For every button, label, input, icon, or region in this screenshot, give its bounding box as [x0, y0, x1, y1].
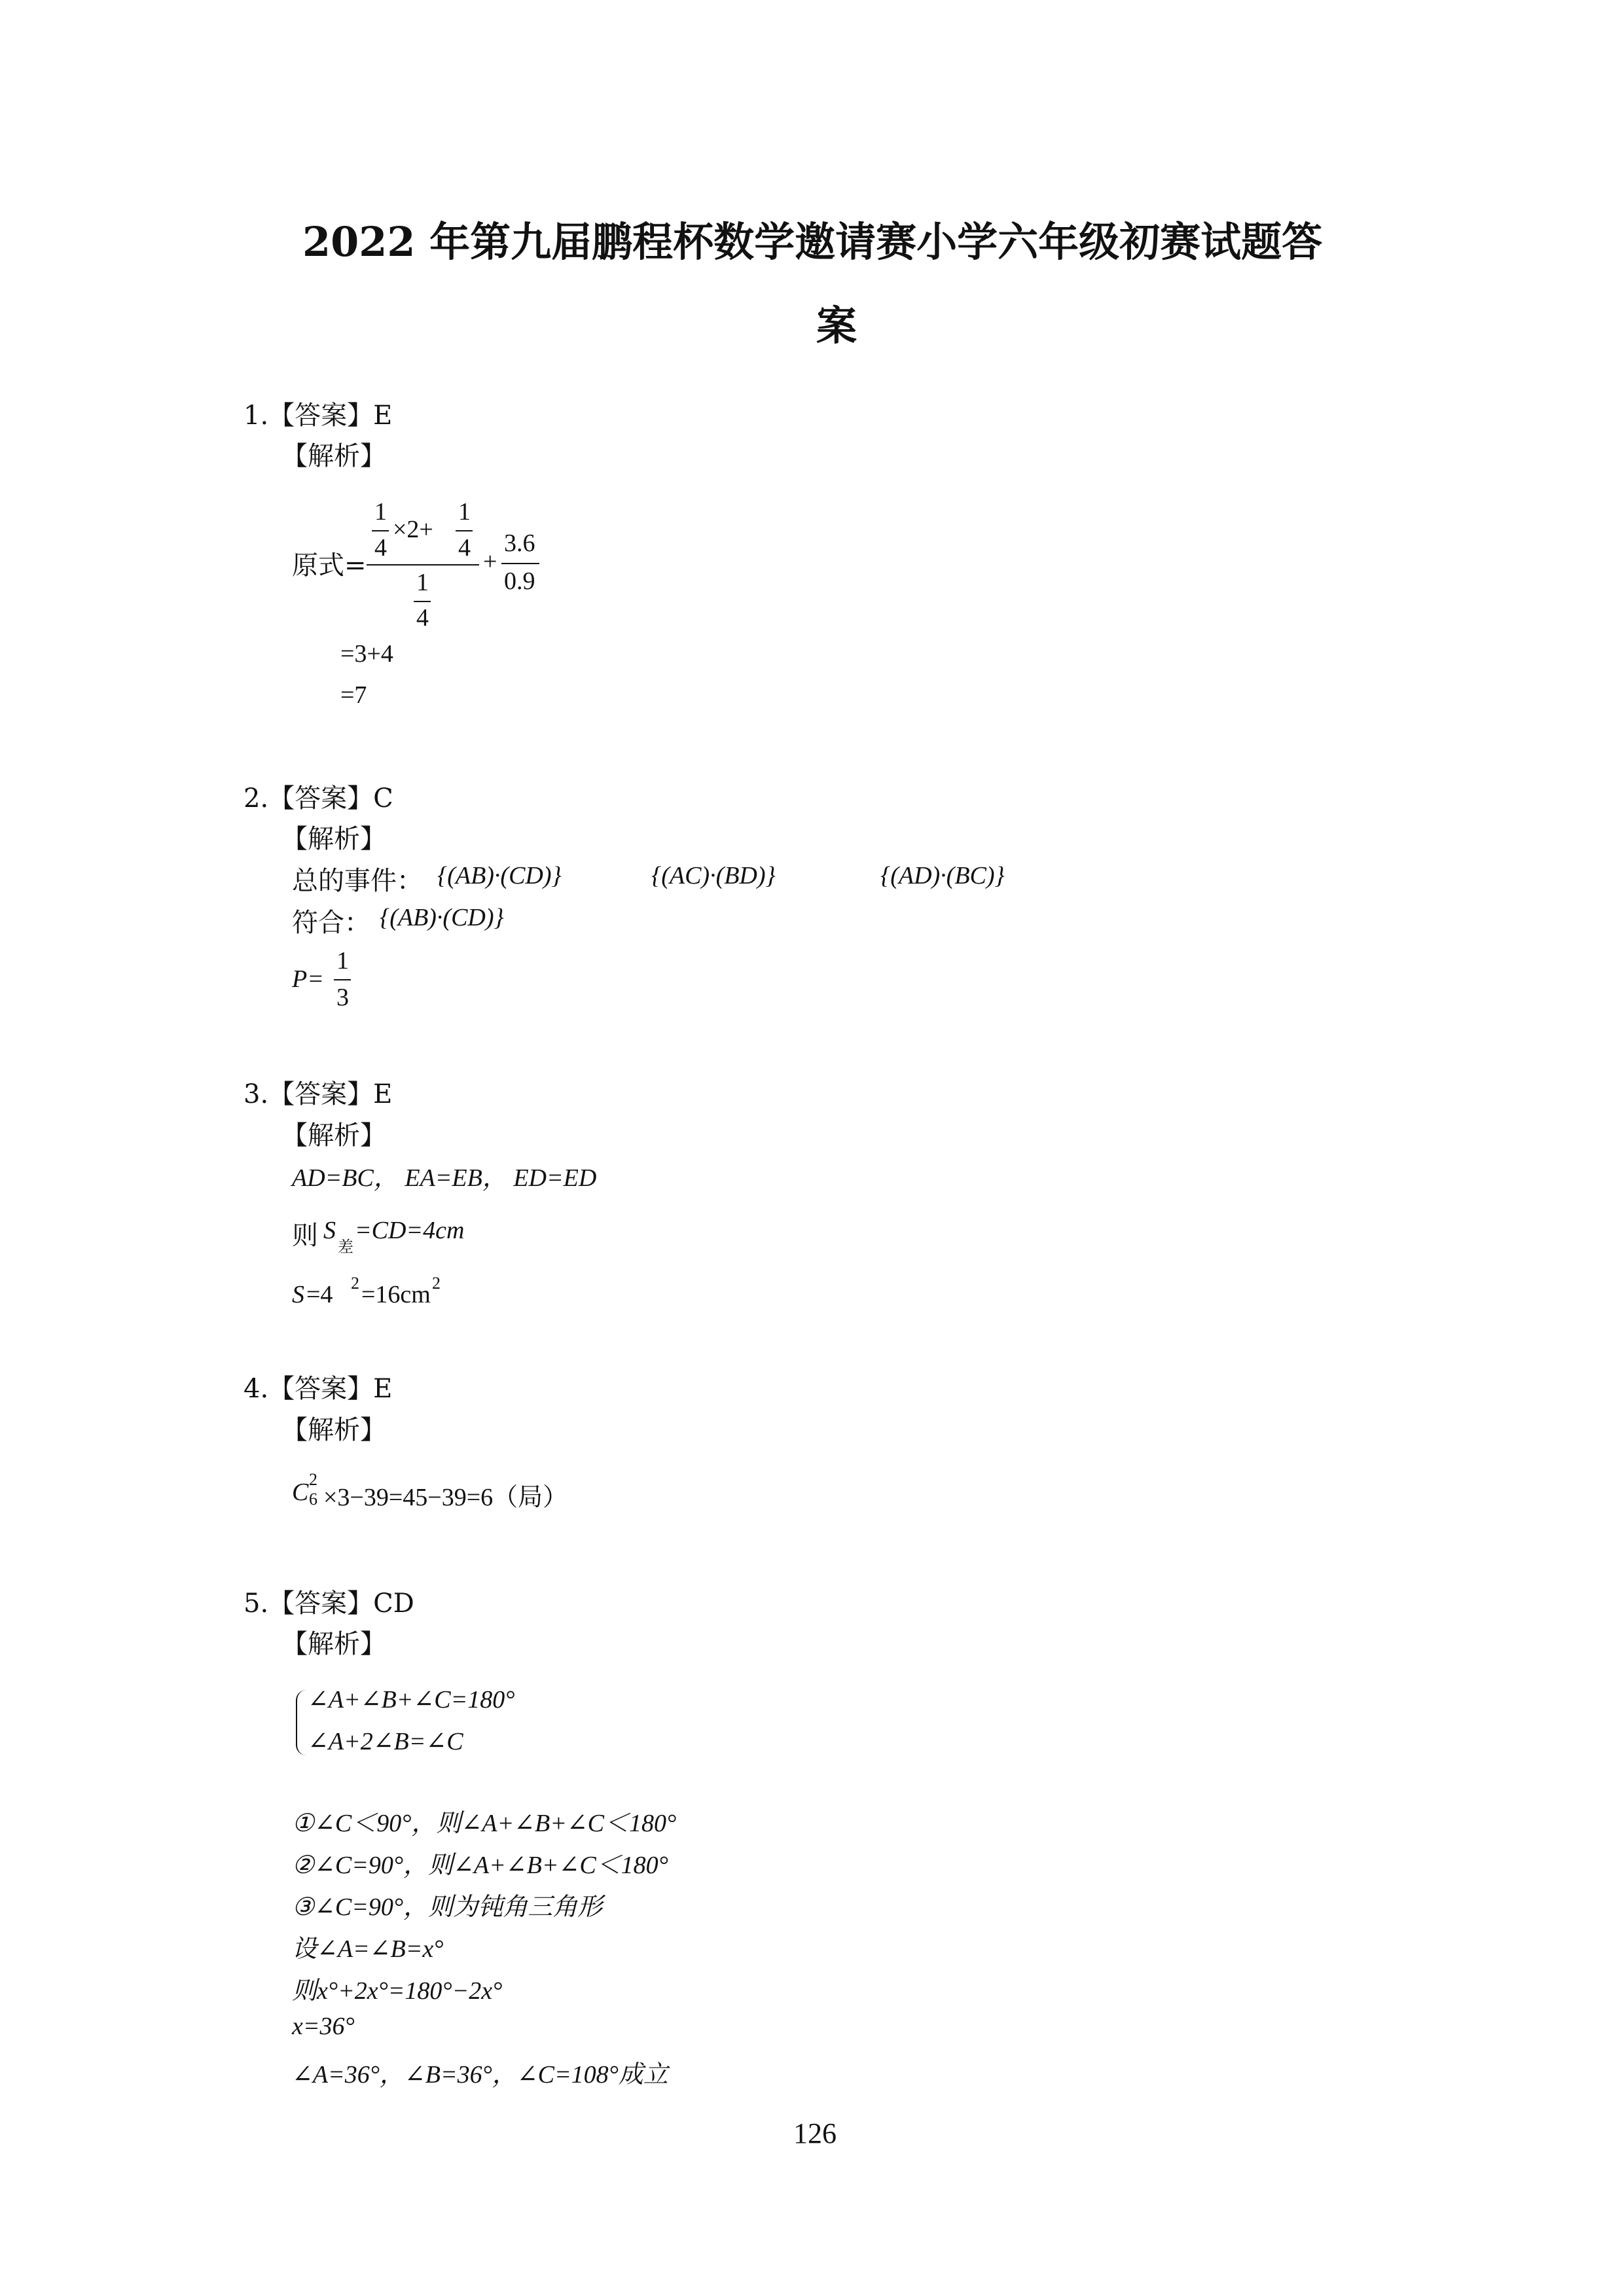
q1-fraction-c-bar: [501, 563, 539, 564]
q3-area-value: =16cm: [361, 1281, 431, 1308]
q2-probability-label: P=: [292, 965, 324, 993]
q1-answer-label: 1.【答案】E: [244, 401, 393, 431]
q1-step-2: =7: [340, 681, 367, 709]
q4-calculation: ×3−39=45−39=6（局）: [323, 1484, 568, 1511]
q3-area-s: S: [292, 1281, 304, 1308]
q2-probability-numerator: 1: [336, 947, 349, 975]
q5-step-1: 设∠A=∠B=x°: [292, 1935, 444, 1963]
q2-event-2: {(AC)·(BD)}: [651, 862, 776, 889]
q2-event-3: {(AD)·(BC)}: [880, 862, 1005, 889]
q5-step-4: ∠A=36°，∠B=36°，∠C=108°成立: [292, 2061, 668, 2089]
q2-match: {(AB)·(CD)}: [380, 904, 504, 931]
q5-system-equation-2: ∠A+2∠B=∠C: [308, 1728, 463, 1755]
q1-main-fraction-bar: [367, 564, 479, 565]
q1-times-two: ×2+: [393, 516, 433, 543]
page-number: 126: [793, 2117, 837, 2149]
q2-match-label: 符合：: [292, 908, 370, 938]
q3-s-diff-subscript: 差: [338, 1239, 353, 1256]
q1-fraction-c-numerator: 3.6: [504, 529, 535, 557]
q1-plus: +: [483, 548, 497, 575]
q1-analysis-heading: 【解析】: [281, 441, 386, 471]
q5-analysis-heading: 【解析】: [281, 1629, 386, 1659]
q3-analysis-heading: 【解析】: [281, 1121, 386, 1151]
q1-fraction-c-denominator: 0.9: [504, 567, 535, 595]
q4-combination-superscript: 2: [309, 1470, 317, 1489]
q1-main-denominator-bar: [414, 601, 431, 602]
q5-answer-label: 5.【答案】CD: [244, 1588, 414, 1619]
q3-answer-label: 3.【答案】E: [244, 1079, 393, 1109]
q2-probability-denominator: 3: [336, 984, 349, 1011]
q1-fraction-b-denominator: 4: [458, 534, 471, 562]
q3-s-diff: S: [323, 1217, 336, 1244]
document-title: 2022 年第九届鹏程杯数学邀请赛小学六年级初赛试题答: [302, 218, 1323, 266]
q3-then: 则: [292, 1221, 318, 1251]
q2-probability-bar: [334, 979, 351, 980]
q1-main-denominator-numerator: 1: [416, 569, 429, 596]
q5-case-3: ③∠C=90°，则为钝角三角形: [292, 1893, 603, 1921]
q2-answer-label: 2.【答案】C: [244, 783, 393, 814]
q5-step-3: x=36°: [292, 2013, 355, 2040]
q4-combination-c: C: [292, 1479, 309, 1506]
q1-expression-prefix: 原式=: [292, 550, 367, 581]
q5-system-equation-1: ∠A+∠B+∠C=180°: [308, 1686, 515, 1713]
q3-equalities: AD=BC， EA=EB， ED=ED: [292, 1164, 597, 1192]
q3-area-exponent: 2: [351, 1274, 359, 1293]
q1-fraction-b-numerator: 1: [458, 498, 471, 526]
q5-case-1: ①∠C＜90°，则∠A+∠B+∠C＜180°: [292, 1810, 677, 1837]
q1-fraction-a-numerator: 1: [374, 498, 387, 526]
q5-system-brace: [296, 1690, 306, 1755]
q3-area-base: =4: [306, 1281, 333, 1308]
q2-event-1: {(AB)·(CD)}: [437, 862, 562, 889]
q5-case-2: ②∠C=90°，则∠A+∠B+∠C＜180°: [292, 1852, 668, 1879]
q4-combination-subscript: 6: [309, 1490, 317, 1509]
q1-fraction-a-bar: [372, 530, 389, 531]
q5-step-2: 则x°+2x°=180°−2x°: [292, 1977, 503, 2005]
q3-s-diff-value: =CD=4cm: [355, 1217, 465, 1244]
q1-main-denominator-denominator: 4: [416, 604, 429, 632]
q3-area-unit-exponent: 2: [432, 1274, 441, 1293]
q4-answer-label: 4.【答案】E: [244, 1374, 393, 1404]
q2-analysis-heading: 【解析】: [281, 824, 386, 854]
document-title-continued: 案: [816, 302, 857, 350]
q4-analysis-heading: 【解析】: [281, 1415, 386, 1445]
q1-fraction-b-bar: [456, 530, 473, 531]
q2-events-label: 总的事件：: [292, 866, 423, 896]
q1-step-1: =3+4: [340, 640, 393, 668]
q1-fraction-a-denominator: 4: [374, 534, 387, 562]
